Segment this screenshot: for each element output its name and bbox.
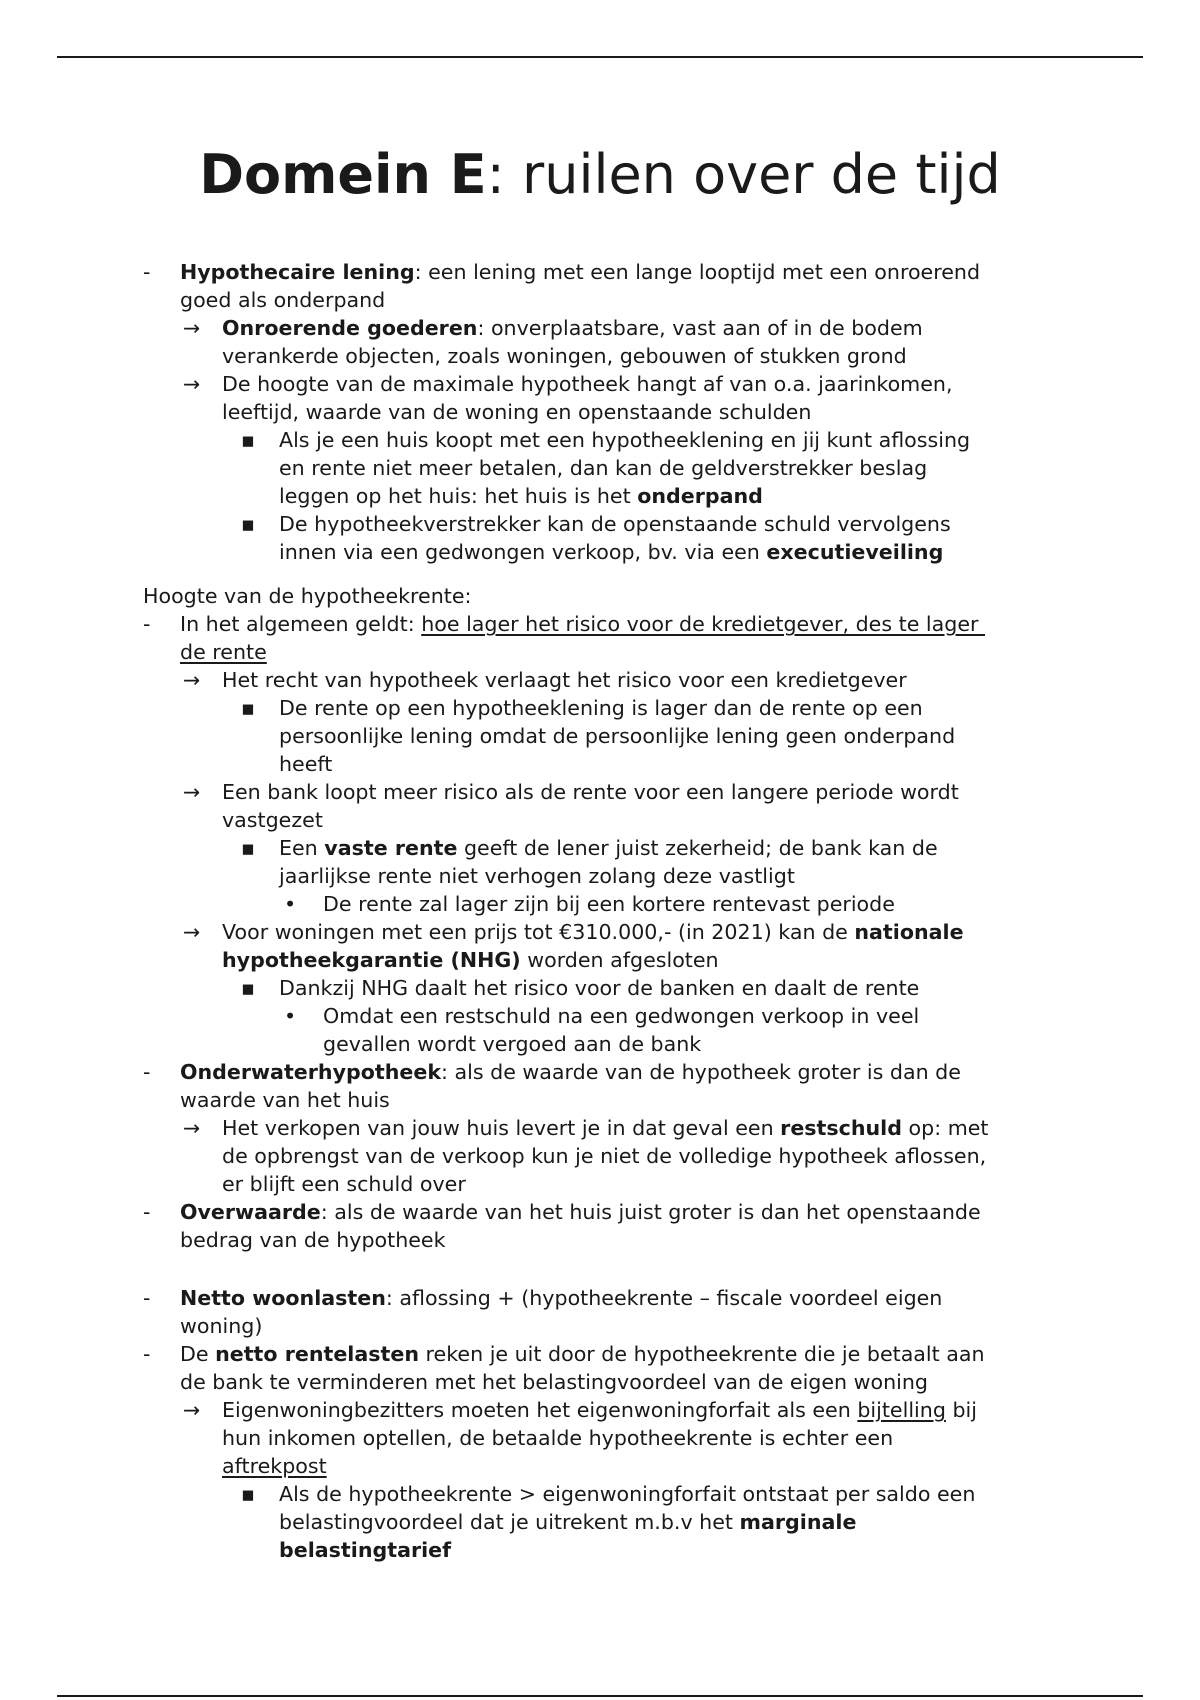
term: executieveiling: [766, 540, 944, 564]
square-marker: ▪: [241, 696, 255, 720]
arrow-item: [143, 370, 1063, 398]
line-continuation: [143, 482, 1063, 510]
term: hypotheekgarantie (NHG): [222, 948, 521, 972]
line-text: gevallen wordt vergoed aan de bank: [323, 1032, 702, 1056]
line-continuation: [143, 1452, 1063, 1480]
line-continuation: [143, 862, 1063, 890]
square-marker: ▪: [241, 976, 255, 1000]
line-text: De rente zal lager zijn bij een kortere rentevast periode: [323, 892, 895, 916]
line-continuation: [143, 1424, 1063, 1452]
line-text: : aflossing + (hypotheekrente – fiscale voordeel eigen: [385, 1286, 943, 1310]
line-text: Eigenwoningbezitters moeten het eigenwoningforfait als een: [222, 1398, 858, 1422]
document-body: [143, 258, 1063, 1564]
line-continuation: [143, 1086, 1063, 1114]
term: nationale: [854, 920, 964, 944]
line-text: De hoogte van de maximale hypotheek hangt af van o.a. jaarinkomen,: [222, 372, 953, 396]
top-rule: [57, 56, 1143, 58]
line-text: : als de waarde van de hypotheek groter is dan de: [441, 1060, 961, 1084]
line-text: : als de waarde van het huis juist groter is dan het openstaande: [320, 1200, 981, 1224]
line-text: In het algemeen geldt:: [180, 612, 422, 636]
line-text: leggen op het huis: het huis is het: [279, 484, 638, 508]
line-text: verankerde objecten, zoals woningen, gebouwen of stukken grond: [222, 344, 907, 368]
arrow-item: [143, 314, 1063, 342]
line-text: Voor woningen met een prijs tot €310.000,- (in 2021) kan de: [222, 920, 855, 944]
line-continuation: [143, 1536, 1063, 1564]
arrow-marker: →: [183, 1116, 201, 1140]
arrow-marker: →: [183, 920, 201, 944]
term: Onroerende goederen: [222, 316, 478, 340]
dash-marker: -: [143, 612, 151, 636]
term: belastingtarief: [279, 1538, 452, 1562]
line-text: jaarlijkse rente niet verhogen zolang deze vastligt: [279, 864, 795, 888]
term: marginale: [739, 1510, 857, 1534]
square-marker: ▪: [241, 836, 255, 860]
line-continuation: [143, 806, 1063, 834]
arrow-item: [143, 918, 1063, 946]
line-text: De hypotheekverstrekker kan de openstaande schuld vervolgens: [279, 512, 951, 536]
line-text: goed als onderpand: [180, 288, 386, 312]
square-item: [143, 834, 1063, 862]
square-item: [143, 1480, 1063, 1508]
line-text: en rente niet meer betalen, dan kan de geldverstrekker beslag: [279, 456, 928, 480]
line-continuation: [143, 1508, 1063, 1536]
underlined-text: aftrekpost: [222, 1454, 327, 1478]
line-text: op: met: [902, 1116, 989, 1140]
arrow-marker: →: [183, 316, 201, 340]
line-text: Als de hypotheekrente > eigenwoningforfait ontstaat per saldo een: [279, 1482, 976, 1506]
title-bold: Domein E: [199, 143, 487, 206]
arrow-marker: →: [183, 372, 201, 396]
square-item: [143, 974, 1063, 1002]
term: restschuld: [780, 1116, 902, 1140]
line-text: persoonlijke lening omdat de persoonlijke lening geen onderpand: [279, 724, 956, 748]
line-text: belastingvoordeel dat je uitrekent m.b.v het: [279, 1510, 740, 1534]
line-continuation: [143, 1226, 1063, 1254]
line-text: bij: [945, 1398, 977, 1422]
square-item: [143, 510, 1063, 538]
square-marker: ▪: [241, 428, 255, 452]
page-title: [0, 140, 1200, 210]
line-text: reken je uit door de hypotheekrente die je betaalt aan: [419, 1342, 985, 1366]
term: onderpand: [637, 484, 763, 508]
arrow-item: [143, 1114, 1063, 1142]
square-marker: ▪: [241, 512, 255, 536]
line-text: Omdat een restschuld na een gedwongen verkoop in veel: [323, 1004, 920, 1028]
underlined-text: de rente: [180, 640, 267, 664]
line-text: hun inkomen optellen, de betaalde hypotheekrente is echter een: [222, 1426, 894, 1450]
line-text: : onverplaatsbare, vast aan of in de bodem: [477, 316, 923, 340]
dash-marker: -: [143, 1200, 151, 1224]
line-text: Het recht van hypotheek verlaagt het risico voor een kredietgever: [222, 668, 907, 692]
line-text: woning): [180, 1314, 263, 1338]
line-continuation: [143, 1030, 1063, 1058]
line-text: Hoogte van de hypotheekrente:: [143, 584, 472, 608]
line-text: vastgezet: [222, 808, 323, 832]
line-text: er blijft een schuld over: [222, 1172, 466, 1196]
dash-marker: -: [143, 260, 151, 284]
line-continuation: [143, 1170, 1063, 1198]
underlined-text: bijtelling: [857, 1398, 946, 1422]
line-text: De rente op een hypotheeklening is lager dan de rente op een: [279, 696, 923, 720]
line-continuation: [143, 286, 1063, 314]
term: Onderwaterhypotheek: [180, 1060, 442, 1084]
line-continuation: [143, 750, 1063, 778]
line-continuation: [143, 538, 1063, 566]
line-text: De: [180, 1342, 216, 1366]
line-text: Dankzij NHG daalt het risico voor de banken en daalt de rente: [279, 976, 920, 1000]
line-continuation: [143, 342, 1063, 370]
arrow-item: [143, 666, 1063, 694]
line-text: de opbrengst van de verkoop kun je niet de volledige hypotheek aflossen,: [222, 1144, 987, 1168]
term: Overwaarde: [180, 1200, 321, 1224]
term: vaste rente: [324, 836, 458, 860]
line-continuation: [143, 398, 1063, 426]
dash-item: [143, 1340, 1063, 1368]
dash-marker: -: [143, 1286, 151, 1310]
square-item: [143, 426, 1063, 454]
bullet-hypothecaire-lening: [143, 258, 1063, 286]
dot-item: [143, 1002, 1063, 1030]
line-continuation: [143, 946, 1063, 974]
dash-item: [143, 1198, 1063, 1226]
line-text: : een lening met een lange looptijd met een onroerend: [414, 260, 981, 284]
line-text: leeftijd, waarde van de woning en openstaande schulden: [222, 400, 812, 424]
line-text: Een: [279, 836, 325, 860]
dash-marker: -: [143, 1060, 151, 1084]
line-continuation: [143, 722, 1063, 750]
square-item: [143, 694, 1063, 722]
line-continuation: [143, 1142, 1063, 1170]
term: Hypothecaire lening: [180, 260, 415, 284]
dot-marker: •: [284, 892, 297, 916]
line-text: Het verkopen van jouw huis levert je in dat geval een: [222, 1116, 781, 1140]
line-text: heeft: [279, 752, 333, 776]
line-text: worden afgesloten: [520, 948, 719, 972]
arrow-marker: →: [183, 668, 201, 692]
term: Netto woonlasten: [180, 1286, 386, 1310]
line-text: Een bank loopt meer risico als de rente voor een langere periode wordt: [222, 780, 959, 804]
line-text: waarde van het huis: [180, 1088, 390, 1112]
arrow-item: [143, 1396, 1063, 1424]
line-continuation: [143, 1312, 1063, 1340]
line-text: geeft de lener juist zekerheid; de bank kan de: [457, 836, 938, 860]
line-text: innen via een gedwongen verkoop, bv. via een: [279, 540, 767, 564]
bottom-rule: [57, 1695, 1143, 1697]
dot-marker: •: [284, 1004, 297, 1028]
dash-marker: -: [143, 1342, 151, 1366]
dash-item: [143, 1284, 1063, 1312]
line-continuation: [143, 1368, 1063, 1396]
line-continuation: [143, 638, 1063, 666]
arrow-marker: →: [183, 780, 201, 804]
line-continuation: [143, 454, 1063, 482]
dash-item: [143, 610, 1063, 638]
dot-item: [143, 890, 1063, 918]
line-text: de bank te verminderen met het belastingvoordeel van de eigen woning: [180, 1370, 928, 1394]
title-rest: : ruilen over de tijd: [486, 143, 1001, 206]
arrow-marker: →: [183, 1398, 201, 1422]
line-text: bedrag van de hypotheek: [180, 1228, 446, 1252]
dash-item: [143, 1058, 1063, 1086]
arrow-item: [143, 778, 1063, 806]
square-marker: ▪: [241, 1482, 255, 1506]
underlined-text: hoe lager het risico voor de kredietgever, des te lager: [421, 612, 986, 636]
section-heading: [143, 582, 1063, 610]
line-text: Als je een huis koopt met een hypotheeklening en jij kunt aflossing: [279, 428, 971, 452]
term: netto rentelasten: [215, 1342, 419, 1366]
